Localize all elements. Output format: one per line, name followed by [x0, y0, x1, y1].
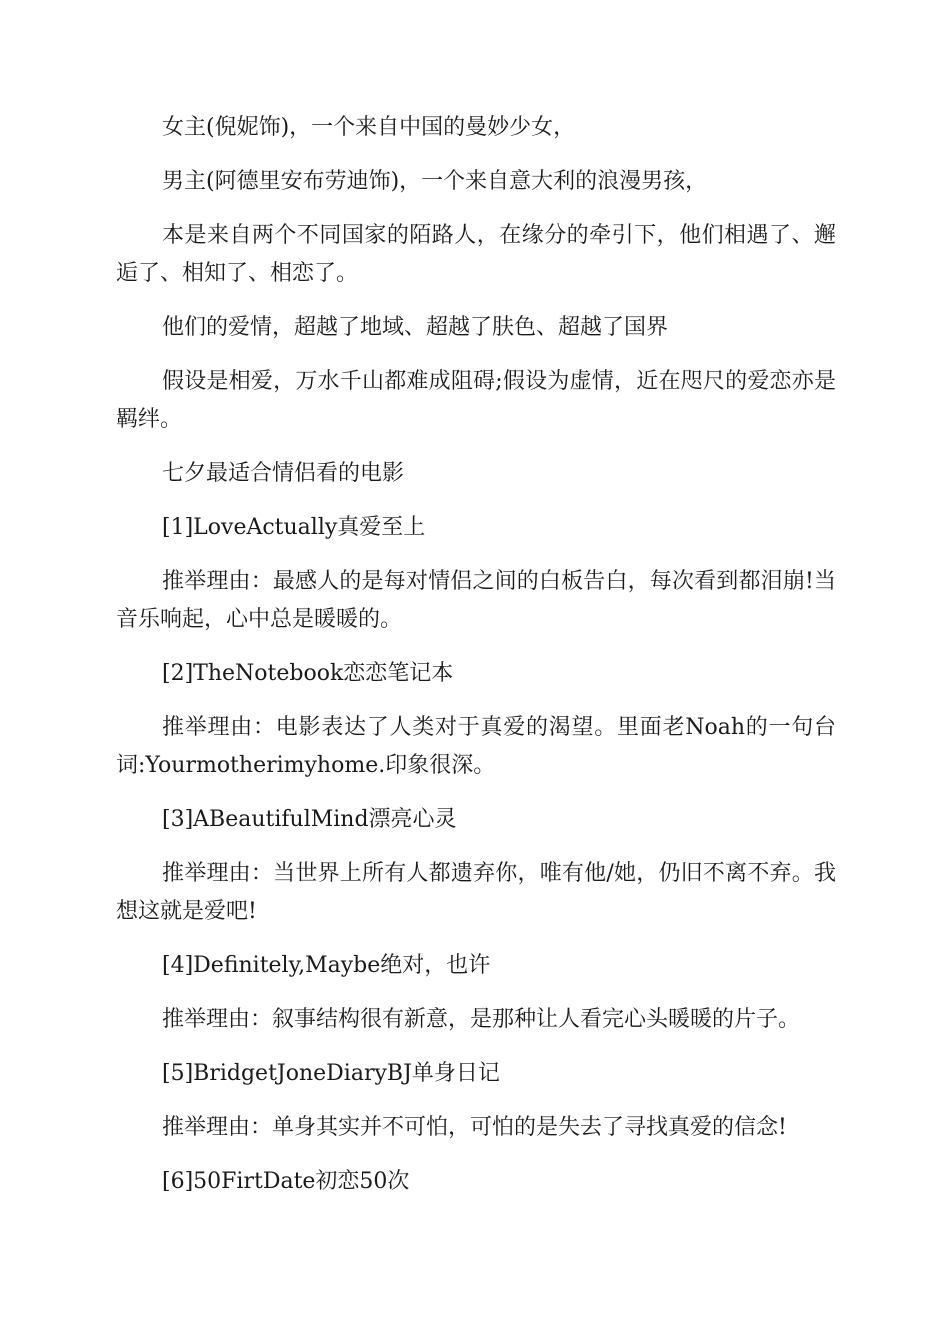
movie-title-6: [6]50FirtDate初恋50次 — [162, 1169, 410, 1194]
movie-title-5: [5]BridgetJoneDiaryBJ单身日记 — [162, 1061, 500, 1086]
movie-reason-2: 推举理由：电影表达了人类对于真爱的渴望。里面老Noah的一句台词:Yourmotherimyhome.印象很深。 — [116, 715, 836, 778]
paragraph-heroine: 女主(倪妮饰)，一个来自中国的曼妙少女， — [162, 115, 576, 140]
document-body — [116, 109, 836, 1217]
paragraph-love-beyond: 他们的爱情，超越了地域、超越了肤色、超越了国界 — [162, 315, 669, 340]
movie-reason-3: 推举理由：当世界上所有人都遗弃你，唯有他/她，仍旧不离不弃。我想这就是爱吧! — [116, 861, 836, 924]
section-heading-qixi-movies: 七夕最适合情侣看的电影 — [162, 461, 405, 486]
movie-title-2: [2]TheNotebook恋恋笔记本 — [162, 661, 454, 686]
movie-title-1: [1]LoveActually真爱至上 — [162, 515, 426, 540]
paragraph-if-love: 假设是相爱，万水千山都难成阻碍;假设为虚情，近在咫尺的爱恋亦是羁绊。 — [116, 369, 836, 432]
movie-reason-4: 推举理由：叙事结构很有新意，是那种让人看完心头暖暖的片子。 — [162, 1007, 801, 1032]
movie-reason-5: 推举理由：单身其实并不可怕，可怕的是失去了寻找真爱的信念! — [162, 1115, 787, 1140]
movie-reason-1: 推举理由：最感人的是每对情侣之间的白板告白，每次看到都泪崩!当音乐响起，心中总是暖暖的。 — [116, 569, 836, 632]
movie-title-4: [4]Definitely,Maybe绝对，也许 — [162, 953, 491, 978]
paragraph-encounter: 本是来自两个不同国家的陌路人，在缘分的牵引下，他们相遇了、邂逅了、相知了、相恋了。 — [116, 223, 836, 286]
paragraph-hero: 男主(阿德里安布劳迪饰)，一个来自意大利的浪漫男孩， — [162, 169, 708, 194]
movie-title-3: [3]ABeautifulMind漂亮心灵 — [162, 807, 457, 832]
